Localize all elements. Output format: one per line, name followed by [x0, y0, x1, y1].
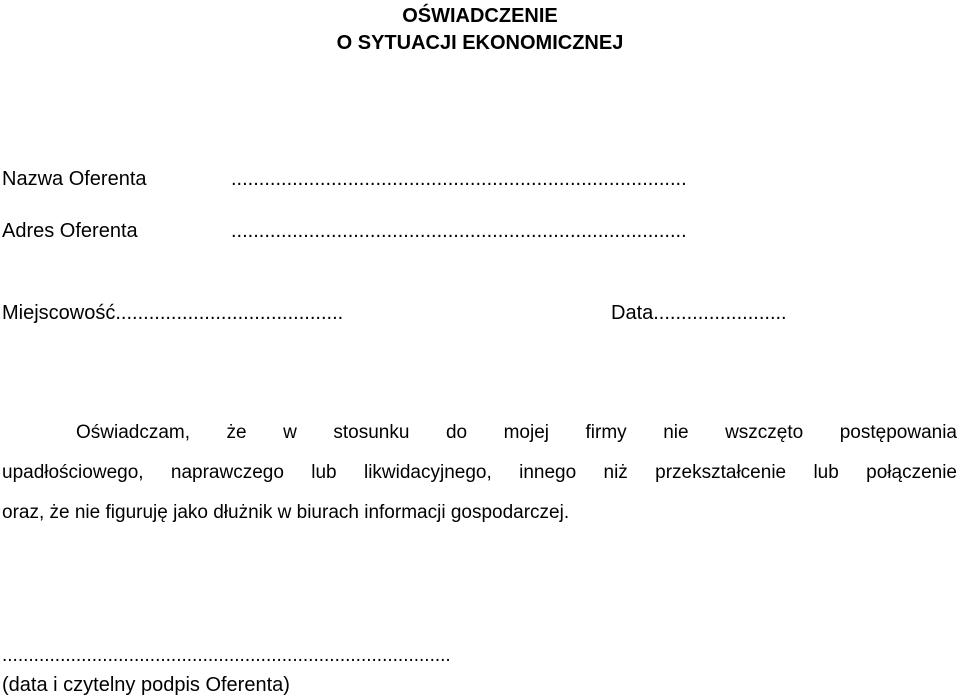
date-label: Data	[611, 302, 654, 324]
statement-word: wszczęto	[725, 422, 804, 443]
statement-word: lub	[813, 462, 839, 483]
statement-word: nie	[663, 422, 689, 443]
statement-word: niż	[603, 462, 628, 483]
bidder-name-blank: ..................................................................................	[231, 168, 687, 190]
document-subtitle: O SYTUACJI EKONOMICZNEJ	[336, 32, 624, 54]
document-title: OŚWIADCZENIE	[402, 5, 558, 27]
statement-word: lub	[311, 462, 337, 483]
statement-word: upadłościowego,	[2, 462, 144, 483]
statement-paragraph	[2, 418, 957, 533]
statement-line-3: oraz, że nie figuruję jako dłużnik w biurach informacji gospodarczej.	[2, 502, 570, 523]
date-field	[611, 301, 787, 325]
statement-word: stosunku	[333, 422, 410, 443]
statement-line-2	[2, 453, 957, 493]
signature-blank: .....................................................................................	[2, 645, 451, 666]
statement-line-1	[2, 418, 957, 447]
statement-word: firmy	[585, 422, 627, 443]
place-blank: .........................................	[115, 302, 344, 324]
statement-word: w	[283, 422, 297, 443]
bidder-name-label: Nazwa Oferenta	[2, 168, 147, 190]
bidder-name-field	[2, 167, 687, 191]
date-blank: ........................	[653, 302, 787, 324]
statement-word: postępowania	[839, 422, 957, 443]
statement-word: połączenie	[866, 462, 957, 483]
statement-word: przekształcenie	[655, 462, 787, 483]
bidder-address-field	[2, 219, 687, 243]
signature-caption: (data i czytelny podpis Oferenta)	[2, 674, 290, 696]
statement-word: likwidacyjnego,	[363, 462, 492, 483]
statement-word: mojej	[503, 422, 550, 443]
statement-word: że	[226, 422, 247, 443]
bidder-address-label: Adres Oferenta	[2, 220, 138, 242]
statement-word: Oświadczam,	[76, 422, 191, 443]
statement-word: naprawczego	[170, 462, 284, 483]
place-label: Miejscowość	[2, 302, 116, 324]
statement-word: do	[445, 422, 468, 443]
bidder-address-blank: ..................................................................................	[231, 220, 687, 242]
place-field	[2, 301, 343, 325]
statement-word: innego	[519, 462, 577, 483]
